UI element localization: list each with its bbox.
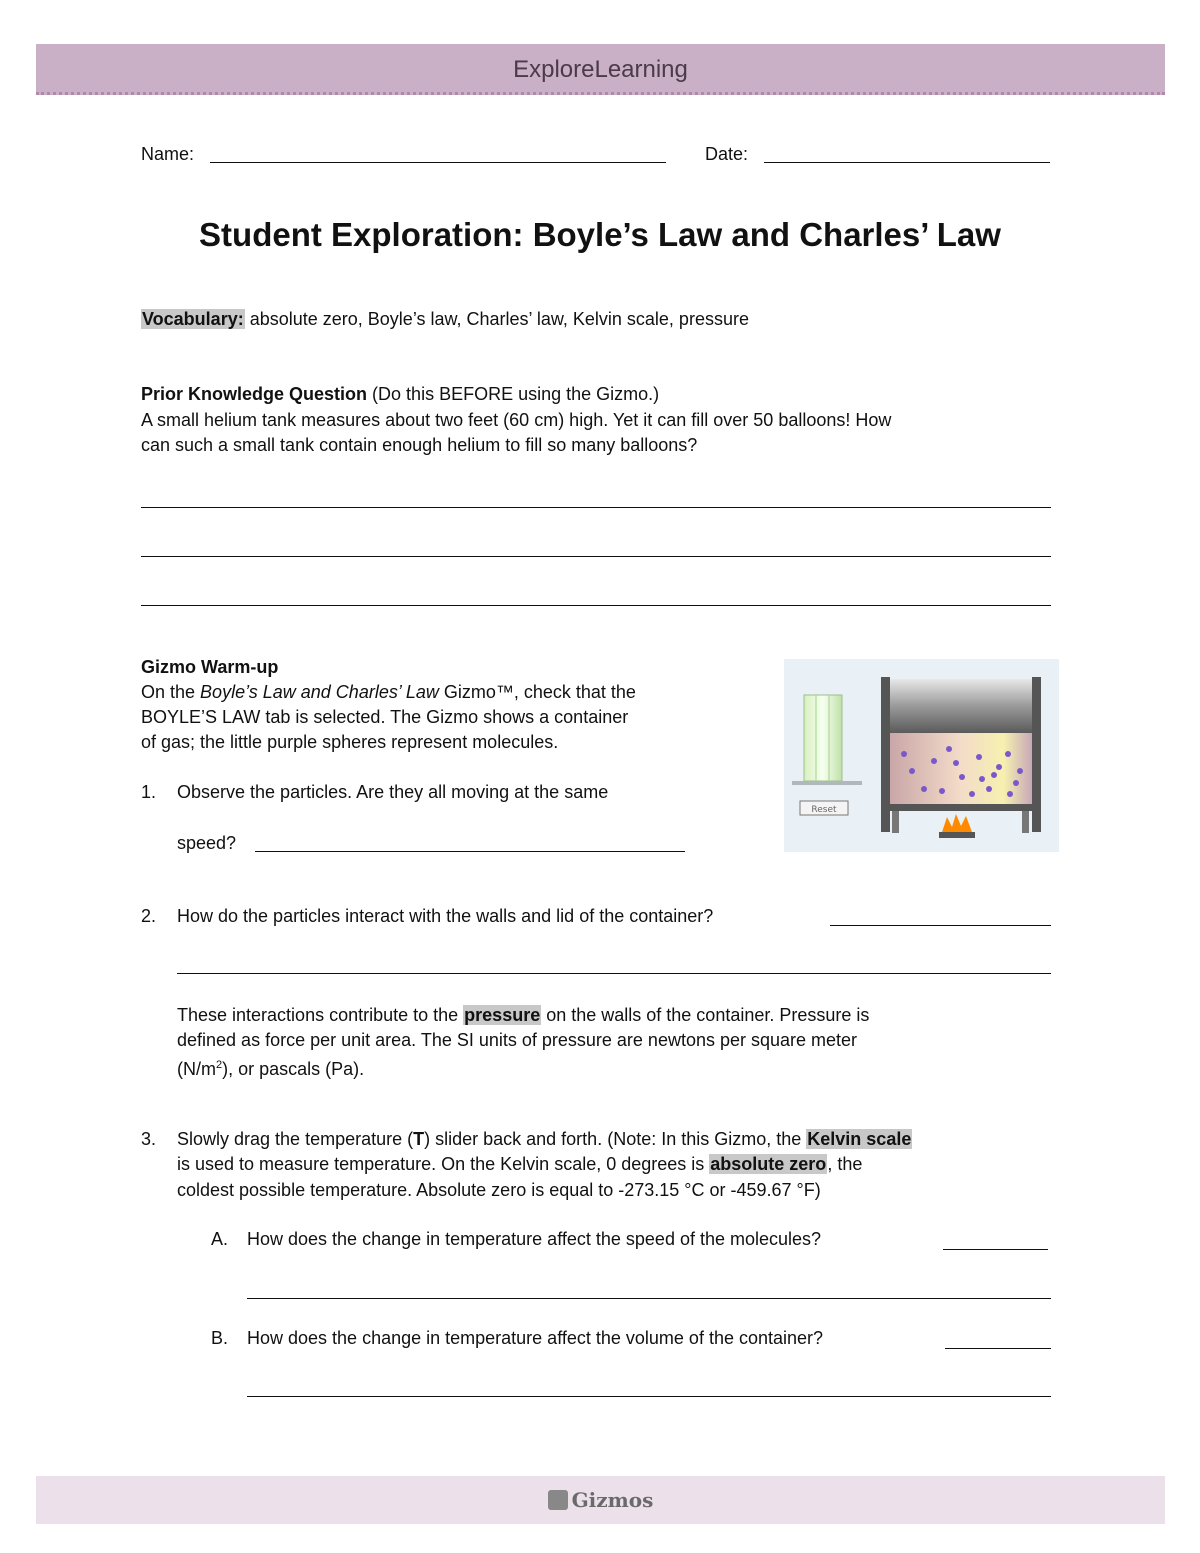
prior-knowledge-text-1: A small helium tank measures about two feet (60 cm) high. Yet it can fill over 50 balloons! How — [141, 410, 892, 430]
gizmo-name: Boyle’s Law and Charles’ Law — [200, 682, 439, 702]
question-3a-text: How does the change in temperature affect the speed of the molecules? — [247, 1229, 822, 1249]
q3-l1a: Slowly drag the temperature ( — [177, 1129, 414, 1149]
answer-line[interactable] — [247, 1298, 1051, 1299]
answer-line[interactable] — [141, 507, 1051, 508]
reset-label: Reset — [811, 805, 837, 815]
answer-line[interactable] — [945, 1348, 1051, 1349]
question-3b-text: How does the change in temperature affect the volume of the container? — [247, 1328, 824, 1348]
warmup-text-1a: On the — [141, 682, 201, 702]
header-band — [36, 44, 1165, 95]
prior-knowledge-text-2: can such a small tank contain enough helium to fill so many balloons? — [141, 435, 698, 455]
warmup-text-2: BOYLE’S LAW tab is selected. The Gizmo shows a container — [141, 707, 629, 727]
prior-knowledge-heading: Prior Knowledge Question — [141, 384, 368, 404]
q3-t-symbol: T — [413, 1129, 425, 1149]
pressure-term: pressure — [464, 1005, 541, 1025]
piston-lid[interactable] — [890, 679, 1032, 733]
question-3-number: 3. — [141, 1129, 157, 1149]
answer-line[interactable] — [830, 925, 1051, 926]
prior-knowledge-note: (Do this BEFORE using the Gizmo.) — [372, 384, 660, 404]
gizmo-illustration — [784, 659, 1059, 852]
gizmos-logo — [36, 1488, 1165, 1512]
vocabulary-line — [141, 307, 749, 332]
superscript-2: 2 — [216, 1059, 223, 1071]
q3-l2a: is used to measure temperature. On the Kelvin scale, 0 degrees is — [177, 1154, 710, 1174]
question-2-text: How do the particles interact with the walls and lid of the container? — [177, 906, 714, 926]
answer-line[interactable] — [141, 556, 1051, 557]
warmup-text-3: of gas; the little purple spheres represent molecules. — [141, 732, 559, 752]
name-label: Name: — [141, 144, 195, 164]
pressure-info-3b: ), or pascals (Pa). — [222, 1059, 365, 1079]
q3-l2b: , the — [827, 1154, 863, 1174]
question-3-line-3: coldest possible temperature. Absolute zero is equal to -273.15 °C or -459.67 °F) — [177, 1180, 821, 1200]
name-field[interactable] — [210, 162, 666, 163]
question-3a-letter: A. — [211, 1229, 229, 1249]
pressure-info-2: defined as force per unit area. The SI units of pressure are newtons per square meter — [177, 1030, 858, 1050]
warmup-text-1b: Gizmo™, check that the — [438, 682, 636, 702]
question-3b-letter: B. — [211, 1328, 229, 1348]
q3-l1b: ) slider back and forth. (Note: In this Gizmo, the — [424, 1129, 807, 1149]
pressure-info-1 — [177, 1003, 869, 1028]
question-3-line-2 — [177, 1152, 862, 1177]
gizmo-screenshot — [784, 659, 1059, 852]
gizmos-badge-icon — [548, 1490, 568, 1510]
question-2-number: 2. — [141, 906, 157, 926]
pressure-info-1b: on the walls of the container. Pressure is — [541, 1005, 870, 1025]
pressure-info-3 — [177, 1053, 364, 1082]
pressure-info-3a: (N/m — [177, 1059, 216, 1079]
answer-line[interactable] — [943, 1249, 1048, 1250]
answer-line[interactable] — [247, 1396, 1051, 1397]
warmup-heading: Gizmo Warm-up — [141, 657, 279, 677]
burner — [939, 832, 975, 838]
date-label: Date: — [705, 144, 749, 164]
answer-line[interactable] — [255, 851, 685, 852]
kelvin-scale-term: Kelvin scale — [807, 1129, 912, 1149]
footer-band — [36, 1476, 1165, 1524]
question-1-text-2: speed? — [177, 833, 237, 853]
absolute-zero-term: absolute zero — [710, 1154, 827, 1174]
answer-line[interactable] — [177, 973, 1051, 974]
burner-flame — [942, 814, 972, 832]
question-1-text: Observe the particles. Are they all moving at the same — [177, 782, 609, 802]
pressure-column — [804, 695, 842, 781]
page-title: Student Exploration: Boyle’s Law and Charles’ Law — [199, 216, 1001, 253]
question-3-line-1 — [177, 1127, 912, 1152]
answer-line[interactable] — [141, 605, 1051, 606]
vocabulary-label: Vocabulary: — [142, 309, 244, 329]
prior-knowledge-heading-line — [141, 382, 659, 407]
pressure-info-1a: These interactions contribute to the — [177, 1005, 464, 1025]
question-1-number: 1. — [141, 782, 157, 802]
gizmos-logo-text: Gizmos — [571, 1488, 654, 1512]
warmup-text-1 — [141, 680, 636, 705]
vocabulary-terms: absolute zero, Boyle’s law, Charles’ law, Kelvin scale, pressure — [249, 309, 749, 329]
date-field[interactable] — [764, 162, 1050, 163]
explorelearning-logo: ExploreLearning — [513, 56, 688, 83]
